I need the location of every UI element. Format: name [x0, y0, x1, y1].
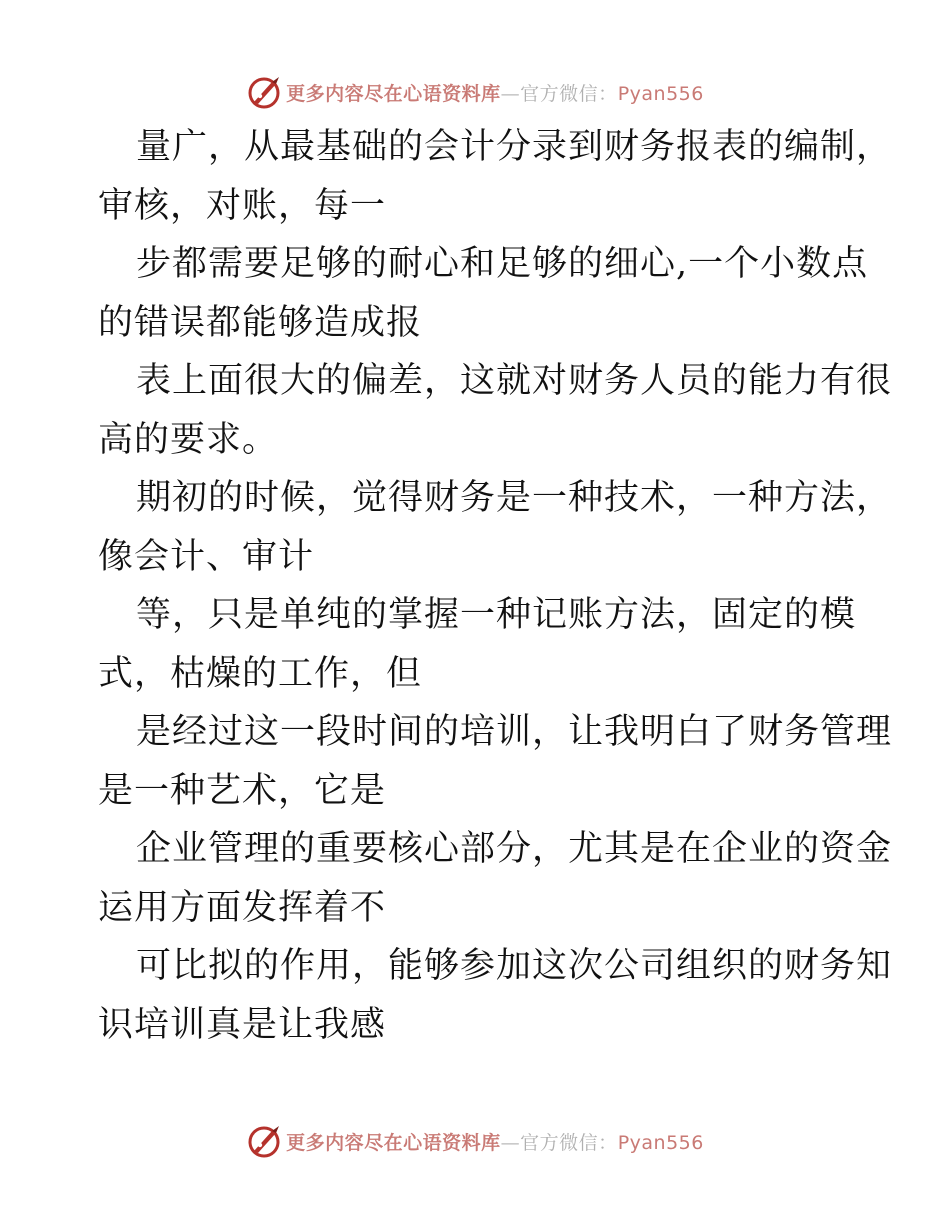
- footer-banner-text: [286, 1128, 704, 1155]
- body-line: 期初的时候，觉得财务是一种技术，一种方法，: [136, 478, 893, 518]
- body-line: 企业管理的重要核心部分，尤其是在企业的资金: [136, 829, 893, 869]
- document-body: [98, 118, 893, 1054]
- header-banner-main: 更多内容尽在心语资料库: [286, 82, 501, 105]
- body-line: 是经过这一段时间的培训，让我明白了财务管理: [136, 712, 893, 752]
- header-banner-dash: —: [500, 82, 521, 105]
- body-line: 审核，对账，每一: [98, 185, 387, 226]
- header-banner-wechat: 官方微信：: [520, 82, 618, 105]
- body-line: 高的要求。: [98, 419, 279, 460]
- body-line: 是一种艺术，它是: [98, 770, 387, 811]
- footer-banner-main: 更多内容尽在心语资料库: [286, 1131, 501, 1154]
- header-banner: [0, 72, 950, 112]
- header-banner-id: Pyan556: [617, 82, 704, 105]
- body-line: 表上面很大的偏差，这就对财务人员的能力有很: [136, 361, 893, 401]
- footer-banner: [0, 1121, 950, 1161]
- quill-pen-logo-icon: [246, 74, 282, 110]
- body-line: 量广，从最基础的会计分录到财务报表的编制，: [136, 127, 893, 167]
- body-line: 式，枯燥的工作，但: [98, 653, 423, 694]
- footer-banner-id: Pyan556: [617, 1131, 704, 1154]
- body-line: 可比拟的作用，能够参加这次公司组织的财务知: [136, 946, 893, 986]
- quill-pen-logo-icon: [246, 1123, 282, 1159]
- body-line: 运用方面发挥着不: [98, 887, 387, 928]
- body-line: 步都需要足够的耐心和足够的细心,一个小数点: [136, 244, 869, 284]
- body-line: 等，只是单纯的掌握一种记账方法，固定的模: [136, 595, 857, 635]
- header-banner-text: [286, 79, 704, 106]
- body-line: 的错误都能够造成报: [98, 302, 423, 343]
- body-line: 识培训真是让我感: [98, 1004, 387, 1045]
- body-line: 像会计、审计: [98, 536, 315, 577]
- footer-banner-wechat: 官方微信：: [520, 1131, 618, 1154]
- footer-banner-dash: —: [500, 1131, 521, 1154]
